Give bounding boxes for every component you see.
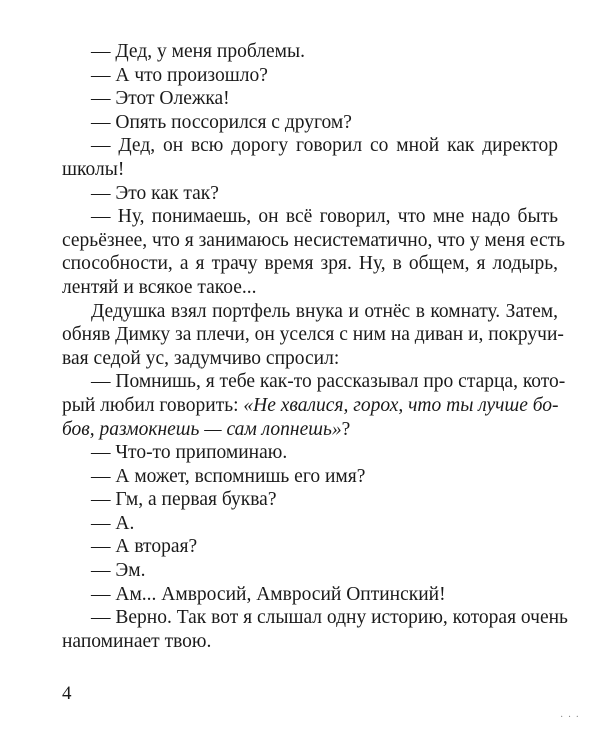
dialogue-line-continuation: напоминает твою. xyxy=(62,630,212,652)
proverb-quote-part2: бов, размокнешь — сам лопнешь» xyxy=(62,418,342,440)
dialogue-line: — Помнишь, я тебе как-то рассказывал про старца, кото- xyxy=(91,371,566,393)
dialogue-line: — А. xyxy=(91,512,135,534)
dialogue-line: — Гм, а первая буква? xyxy=(91,489,277,511)
scan-corner-mark: · · · xyxy=(560,712,580,723)
dialogue-line: — Ну, понимаешь, он всё говорил, что мне надо быть xyxy=(91,206,558,228)
dialogue-line-continuation: лентяй и всякое такое... xyxy=(62,276,257,298)
quote-intro: рый любил говорить: xyxy=(62,394,244,416)
narration-line: Дедушка взял портфель внука и отнёс в комнату. Затем, xyxy=(91,300,558,322)
book-page-text xyxy=(62,40,568,653)
dialogue-line: — Опять поссорился с другом? xyxy=(91,111,352,133)
page-number: 4 xyxy=(62,683,72,704)
question-mark: ? xyxy=(341,418,351,440)
dialogue-line-continuation: серьёзнее, что я занимаюсь несистематично, что у меня есть xyxy=(62,229,566,251)
dialogue-line: — Это как так? xyxy=(91,182,219,204)
dialogue-line: — Верно. Так вот я слышал одну историю, которая очень xyxy=(91,607,568,629)
dialogue-line: — Дед, у меня проблемы. xyxy=(91,41,305,62)
dialogue-line: — А вторая? xyxy=(91,536,198,558)
narration-line: обняв Димку за плечи, он уселся с ним на диван и, покручи- xyxy=(62,324,564,346)
proverb-quote-part1: «Не хвалися, горох, что ты лучше бо- xyxy=(243,394,559,416)
narration-line: вая седой ус, задумчиво спросил: xyxy=(62,347,340,369)
dialogue-line-continuation xyxy=(62,394,558,418)
dialogue-line-continuation: школы! xyxy=(62,158,125,180)
dialogue-line: — Что-то припоминаю. xyxy=(91,442,288,464)
dialogue-line: — Дед, он всю дорогу говорил со мной как директор xyxy=(91,135,558,157)
dialogue-line: — А что произошло? xyxy=(91,64,268,86)
dialogue-line: — А может, вспомнишь его имя? xyxy=(91,465,366,487)
dialogue-line: — Этот Олежка! xyxy=(91,88,230,110)
dialogue-line-continuation xyxy=(62,418,558,442)
dialogue-line: — Ам... Амвросий, Амвросий Оптинский! xyxy=(91,583,446,605)
dialogue-line: — Эм. xyxy=(91,560,146,582)
dialogue-line-continuation: способности, а я трачу время зря. Ну, в общем, я лодырь, xyxy=(62,253,558,275)
